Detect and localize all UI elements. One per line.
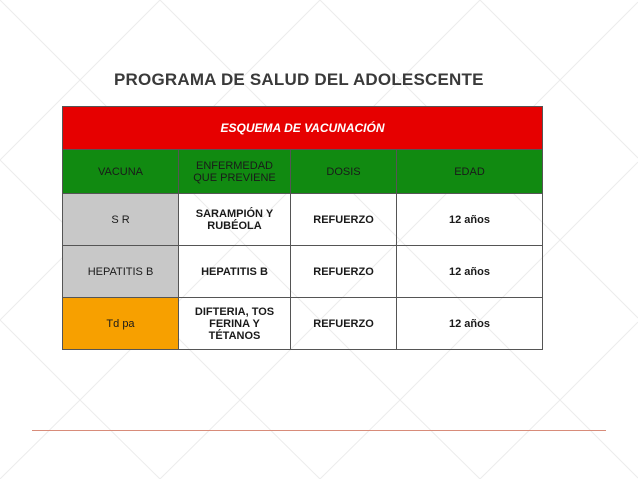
vacuna-cell: Td pa <box>63 298 179 350</box>
dosis-cell: REFUERZO <box>291 246 397 298</box>
enfermedad-line: SARAMPIÓN Y <box>195 207 274 220</box>
table-row <box>63 194 543 246</box>
page-title: PROGRAMA DE SALUD DEL ADOLESCENTE <box>114 70 484 89</box>
table-caption-row <box>63 107 543 150</box>
enfermedad-line: TÉTANOS <box>208 329 261 342</box>
table-row <box>63 298 543 350</box>
edad-cell: 12 años <box>397 194 543 246</box>
vaccination-table <box>62 106 543 350</box>
enfermedad-line: HEPATITIS B <box>201 265 268 278</box>
enfermedad-cell <box>179 298 291 350</box>
enfermedad-line: FERINA Y <box>209 317 260 330</box>
vacuna-cell: S R <box>63 194 179 246</box>
enfermedad-cell <box>179 194 291 246</box>
enfermedad-cell <box>179 246 291 298</box>
dosis-cell: REFUERZO <box>291 298 397 350</box>
header-enfermedad-line2: QUE PREVIENE <box>193 171 276 184</box>
enfermedad-line: DIFTERIA, TOS <box>194 305 275 318</box>
table-header-row <box>63 150 543 194</box>
table-caption: ESQUEMA DE VACUNACIÓN <box>63 107 543 150</box>
vacuna-cell: HEPATITIS B <box>63 246 179 298</box>
dosis-cell: REFUERZO <box>291 194 397 246</box>
header-vacuna: VACUNA <box>63 150 179 194</box>
edad-cell: 12 años <box>397 246 543 298</box>
header-dosis: DOSIS <box>291 150 397 194</box>
footer-divider <box>32 430 606 431</box>
header-enfermedad <box>179 150 291 194</box>
header-edad: EDAD <box>397 150 543 194</box>
edad-cell: 12 años <box>397 298 543 350</box>
table-row <box>63 246 543 298</box>
header-enfermedad-line1: ENFERMEDAD <box>195 159 273 172</box>
enfermedad-line: RUBÉOLA <box>207 219 262 232</box>
